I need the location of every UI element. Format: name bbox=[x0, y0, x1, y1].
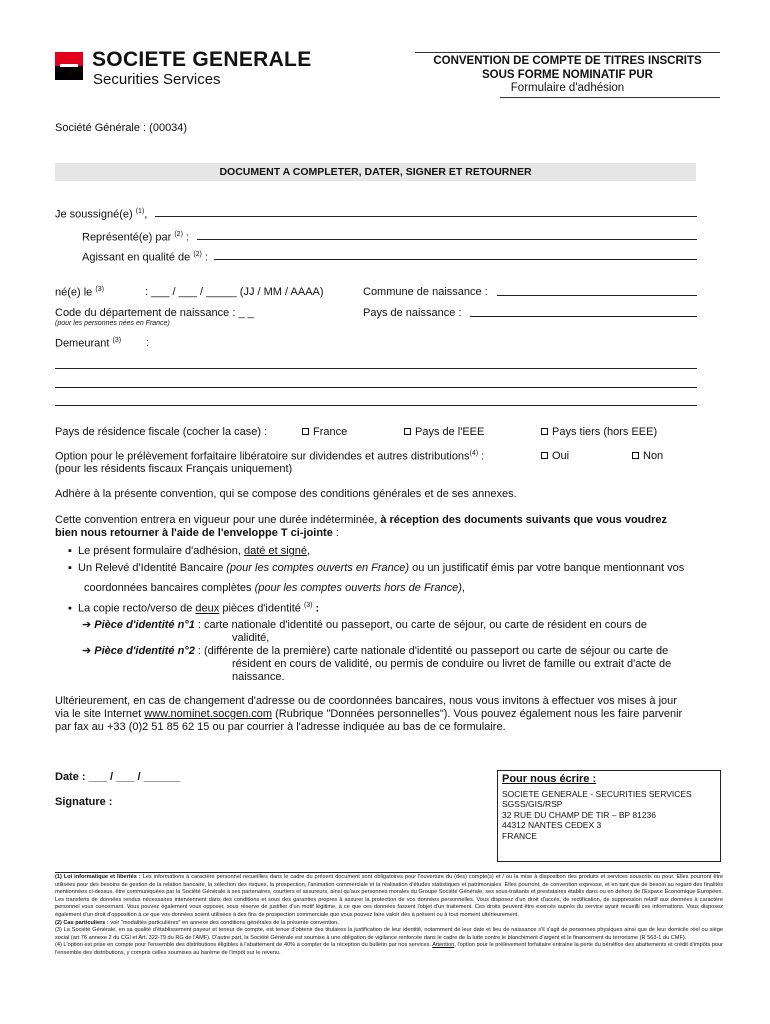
footnotes bbox=[55, 874, 723, 958]
piece-2-cont2: naissance. bbox=[232, 671, 285, 683]
commune-label: Commune de naissance : bbox=[363, 286, 488, 298]
commune-field[interactable] bbox=[497, 283, 697, 296]
checkbox-oui[interactable]: Oui bbox=[541, 450, 569, 462]
agissant-field[interactable] bbox=[214, 247, 697, 260]
address-line: 32 RUE DU CHAMP DE TIR – BP 81236 bbox=[502, 809, 657, 820]
header-bottom-rule bbox=[500, 97, 720, 98]
bullet-rib-cont: coordonnées bancaires complètes (pour les comptes ouverts hors de France), bbox=[84, 582, 465, 594]
form-title-line1: CONVENTION DE COMPTE DE TITRES INSCRITS bbox=[433, 55, 702, 67]
footnote-2: (2) Cas particuliers : voir "modalités particulières" en annexe des conditions générales de la présente convention. bbox=[55, 919, 339, 926]
footnote-3: (3) La Société Générale, en sa qualité d'établissement payeur et teneur de compte, est tenue d'obtenir des titulaires la justification de leur identité, notamment de leur date et lieu de naissance s'il s'agit de personnes physiques ainsi que de leur domicile réel ou siège social (art 76 annexe 2 du CGI et Art. 322-79 du RG de l'AMF). D'autre part, la Société Générale est soumise à une obligation de vigilance renforcée dans le cadre de la lutte contre le blanchiment d'argent et le financement du terrorisme (R 563-1 du CMF). bbox=[55, 927, 723, 941]
agissant-label: Agissant en qualité de $^{(2)}$ : bbox=[82, 251, 208, 264]
contact-address-box bbox=[497, 770, 721, 862]
contact-title: Pour nous écrire : bbox=[502, 773, 597, 785]
checkbox-icon bbox=[541, 428, 548, 435]
checkbox-eee[interactable]: Pays de l'EEE bbox=[404, 426, 484, 438]
piece-2-cont: résident en cours de validité, ou permis de conduire ou livret de famille ou extrait d'acte de bbox=[232, 658, 672, 670]
checkbox-icon bbox=[632, 452, 639, 459]
demeurant-label: Demeurant $^{(3)}$ bbox=[55, 337, 122, 350]
form-title bbox=[415, 54, 720, 82]
address-line: FRANCE bbox=[502, 830, 537, 841]
piece-1: ➔ Pièce d'identité n°1 : carte nationale d'identité ou passeport, ou carte de séjour, ou carte de résident en cours de bbox=[82, 619, 647, 631]
address-line-2[interactable] bbox=[55, 375, 697, 388]
header-top-rule bbox=[415, 52, 720, 53]
checkbox-icon bbox=[302, 428, 309, 435]
brand-subtitle: Securities Services bbox=[93, 71, 221, 88]
option-pfl-label: Option pour le prélèvement forfaitaire libératoire sur dividendes et autres distributions$^{(4)}$ : bbox=[55, 450, 485, 463]
footnote-rule bbox=[55, 872, 720, 873]
arrow-right-icon: ➔ bbox=[82, 645, 92, 657]
footnote-4: (4) L'option est prise en compte pour l'ensemble des distributions éligibles à l'abattement de 40% à compter de la réception du bulletin par nos services. Attention, l'option pour le prélèvement forfaitaire entraine la perte du bénéfice des abattements et crédit d'impôts pour l'ensemble des distributions, y compris celles soumises au barème de l'impôt sur le revenu. bbox=[55, 942, 723, 956]
checkbox-non[interactable]: Non bbox=[632, 450, 663, 462]
update-info-text: Ultérieurement, en cas de changement d'adresse ou de coordonnées bancaires, nous vous invitons à effectuer vos mises à jour via le site Internet www.nominet.socgen.com (Rubrique "Données personnelles"). Vous pouvez également nous les faire parvenir par fax au +33 (0)2 51 85 62 15 ou par courrier à l'adresse indiquée au bas de ce formulaire. bbox=[55, 695, 683, 733]
instruction-band-text: DOCUMENT A COMPLETER, DATER, SIGNER ET RETOURNER bbox=[219, 166, 532, 178]
birth-date-field[interactable]: : ___ / ___ / _____ (JJ / MM / AAAA) bbox=[145, 286, 324, 298]
code-dept-note: (pour les personnes nées en France) bbox=[55, 320, 170, 327]
societe-generale-logo bbox=[55, 52, 83, 80]
represente-label: Représenté(e) par $^{(2)}$ : bbox=[82, 231, 190, 244]
checkbox-tiers[interactable]: Pays tiers (hors EEE) bbox=[541, 426, 657, 438]
piece-1-cont: validité, bbox=[232, 632, 270, 644]
form-title-line2: SOUS FORME NOMINATIF PUR bbox=[481, 69, 653, 81]
vigueur-text: Cette convention entrera en vigueur pour une durée indéterminée, à réception des documents suivants que vous voudrez bien nous retourner à l'aide de l'enveloppe T ci-jointe : bbox=[55, 514, 668, 539]
bullet-formulaire: ▪ Le présent formulaire d'adhésion, daté et signé, bbox=[68, 545, 311, 557]
demeurant-colon: : bbox=[146, 337, 150, 349]
address-line: SOCIETE GENERALE - SECURITIES SERVICES bbox=[502, 788, 692, 799]
arrow-right-icon: ➔ bbox=[82, 619, 92, 631]
code-dept-field[interactable]: Code du département de naissance : _ _ bbox=[55, 307, 254, 319]
nominet-link[interactable]: www.nominet.socgen.com bbox=[144, 708, 273, 720]
issuer-label: Société Générale : (00034) bbox=[55, 122, 188, 134]
pays-residence-label: Pays de résidence fiscale (cocher la case) : bbox=[55, 426, 268, 438]
address-line: SGSS/GIS/RSP bbox=[502, 799, 563, 809]
pays-naissance-label: Pays de naissance : bbox=[363, 307, 462, 319]
brand-name: SOCIETE GENERALE bbox=[92, 48, 312, 71]
footnote-1: (1) Loi informatique et libertés : Les informations à caractère personnel recueillies dans le cadre du présent document sont obligatoires pour l'ouverture du (des) compte(s) et / ou la mise à disposition des produits et services souscrits ou pour. Elles pourront être utilisées pour des besoins de gestion de la relation bancaire, la sélection des risques, la prospection, l'animation commerciale et la réalisation d'études statistiques et patrimoniales. Elles pourront, de convention expresse, et en tant que de besoin au regard des finalités mentionnées ci-dessus, être communiquées par la Société Générale à ses partenaires, courtiers et assureurs, ainsi qu'aux personnes morales du Groupe Société Générale, ses sous-traitants et prestataires établis dans ou en dehors de l'Espace Économique Européen. Les transferts de données rendus nécessaires interviennent dans des conditions et sous des garanties propres à assurer la protection de vos données personnelles. Vous disposez d'un droit d'accès, de rectification, de suppression relatif aux données à caractère personnel vous concernant. Vous pouvez également vous opposer, sous réserve de justifier d'un motif légitime, à ce que ces données fassent l'objet d'un traitement. Ces droits peuvent être exercés auprès du service ayant recueilli ces informations. Vous disposez également d'un droit d'opposition à ce que vos données soient utilisées à des fins de prospection commerciale que vous pouvez faire valoir dès à présent ou à tout moment ultérieurement. bbox=[55, 874, 723, 918]
address-line: 44312 NANTES CEDEX 3 bbox=[502, 820, 602, 830]
soussigne-label: Je soussigné(e) $^{(1)}$, bbox=[55, 208, 148, 221]
soussigne-field[interactable] bbox=[155, 204, 697, 217]
address-line-3[interactable] bbox=[55, 393, 697, 406]
checkbox-icon bbox=[541, 452, 548, 459]
address-line-1[interactable] bbox=[55, 356, 697, 369]
signature-label: Signature : bbox=[55, 796, 113, 808]
checkbox-icon bbox=[404, 428, 411, 435]
adhere-text: Adhère à la présente convention, qui se compose des conditions générales et de ses annexes. bbox=[55, 488, 517, 500]
pays-naissance-field[interactable] bbox=[470, 304, 697, 317]
form-subtitle: Formulaire d'adhésion bbox=[510, 82, 625, 94]
date-field[interactable]: Date : ___ / ___ / ______ bbox=[55, 771, 181, 783]
bullet-identite: ▪ La copie recto/verso de deux pièces d'identité $^{(3)}$ : bbox=[68, 602, 320, 615]
bullet-rib: ▪ Un Relevé d'Identité Bancaire (pour les comptes ouverts en France) ou un justificatif émis par votre banque mentionnant vos bbox=[68, 562, 685, 574]
option-pfl-note: (pour les résidents fiscaux Français uniquement) bbox=[55, 463, 293, 475]
checkbox-france[interactable]: France bbox=[302, 426, 347, 438]
ne-le-label: né(e) le $^{(3)}$ bbox=[55, 286, 104, 299]
piece-2: ➔ Pièce d'identité n°2 : (différente de la première) carte nationale d'identité ou passeport ou carte de séjour ou carte de bbox=[82, 645, 669, 657]
represente-field[interactable] bbox=[197, 227, 697, 240]
